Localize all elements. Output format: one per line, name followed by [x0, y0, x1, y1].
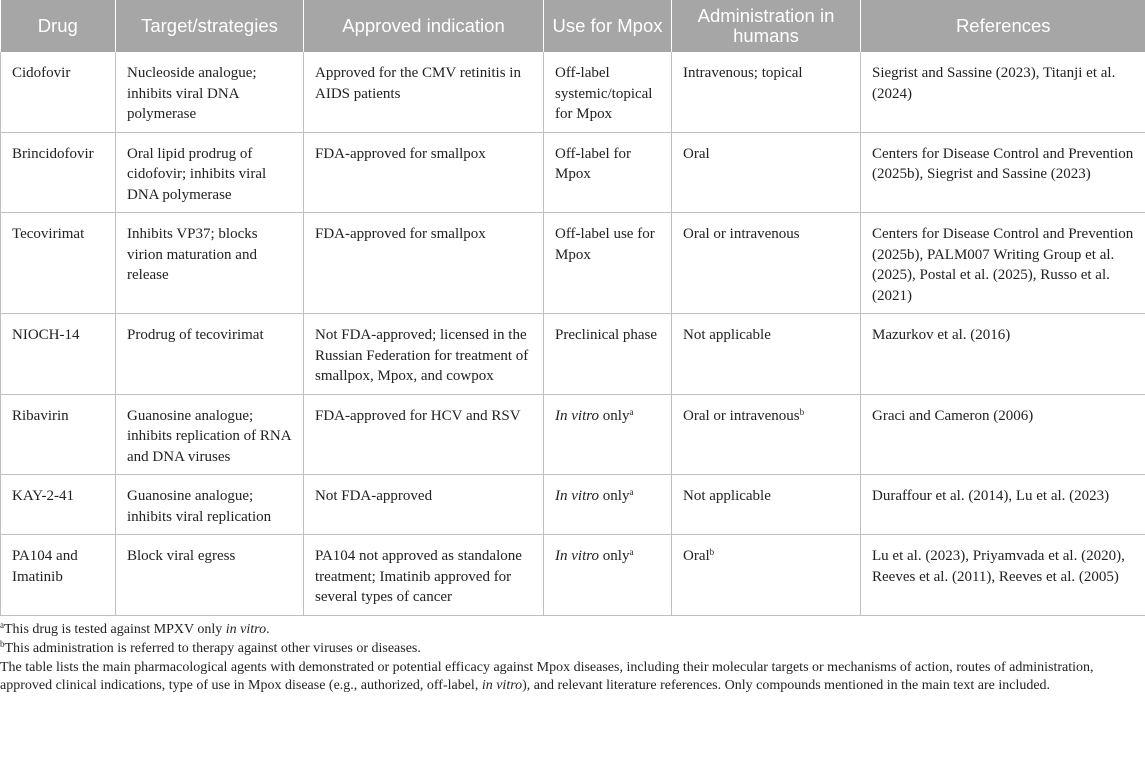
footnote-a-italic: in vitro	[225, 621, 267, 637]
header-row	[1, 0, 1145, 52]
use-rest: only	[599, 548, 630, 564]
cell-administration	[672, 394, 861, 475]
footnote-b-mark: b	[0, 638, 5, 649]
cell-indication: FDA-approved for smallpox	[304, 213, 544, 314]
header-administration: Administration in humans	[672, 0, 861, 52]
table-row	[1, 535, 1145, 616]
cell-drug: Ribavirin	[1, 394, 116, 475]
cell-indication: FDA-approved for HCV and RSV	[304, 394, 544, 475]
caption-part-1: The table lists the main pharmacological agents with demonstrated or potential efficacy against Mpox diseases, including their molecular targets or mechanisms of action, routes of administration, approved clinical indications, type of use in Mpox disease (e.g., authorized, off-label,	[0, 659, 1094, 694]
header-target: Target/strategies	[116, 0, 304, 52]
cell-administration: Oral or intravenous	[672, 213, 861, 314]
cell-drug: Brincidofovir	[1, 132, 116, 213]
cell-target: Inhibits VP37; blocks virion maturation and release	[116, 213, 304, 314]
cell-references: Centers for Disease Control and Prevention (2025b), PALM007 Writing Group et al. (2025), Postal et al. (2025), Russo et al. (2021)	[861, 213, 1145, 314]
cell-references: Siegrist and Sassine (2023), Titanji et al. (2024)	[861, 52, 1145, 132]
cell-indication: Not FDA-approved; licensed in the Russian Federation for treatment of smallpox, Mpox, and cowpox	[304, 314, 544, 395]
cell-target: Nucleoside analogue; inhibits viral DNA polymerase	[116, 52, 304, 132]
footnote-mark-b: b	[799, 406, 805, 417]
footnote-mark-a: a	[629, 406, 634, 417]
cell-use	[544, 475, 672, 535]
use-rest: only	[599, 488, 630, 504]
in-vitro-italic: In vitro	[555, 407, 600, 424]
cell-use	[544, 535, 672, 616]
cell-drug: PA104 and Imatinib	[1, 535, 116, 616]
cell-drug: Cidofovir	[1, 52, 116, 132]
in-vitro-italic: In vitro	[555, 488, 600, 504]
caption-italic: in vitro	[481, 678, 523, 694]
cell-administration: Intravenous; topical	[672, 52, 861, 132]
cell-references: Centers for Disease Control and Prevention (2025b), Siegrist and Sassine (2023)	[861, 132, 1145, 213]
header-indication: Approved indication	[304, 0, 544, 52]
header-use: Use for Mpox	[544, 0, 672, 52]
footnote-a-text: This drug is tested against MPXV only	[4, 621, 226, 637]
cell-use	[544, 394, 672, 475]
cell-use: Preclinical phase	[544, 314, 672, 395]
table-row	[1, 394, 1145, 475]
cell-administration: Oral	[672, 132, 861, 213]
cell-use: Off-label systemic/topical for Mpox	[544, 52, 672, 132]
cell-use: Off-label use for Mpox	[544, 213, 672, 314]
cell-indication: FDA-approved for smallpox	[304, 132, 544, 213]
table-caption	[0, 659, 1145, 695]
cell-administration: Not applicable	[672, 314, 861, 395]
cell-indication: PA104 not approved as standalone treatment; Imatinib approved for several types of cancer	[304, 535, 544, 616]
cell-drug: Tecovirimat	[1, 213, 116, 314]
footnote-a-end: .	[266, 621, 270, 637]
cell-drug: NIOCH-14	[1, 314, 116, 395]
caption-part-2: ), and relevant literature references. Only compounds mentioned in the main text are included.	[522, 678, 1051, 694]
footnote-mark-a: a	[629, 487, 634, 497]
cell-references: Mazurkov et al. (2016)	[861, 314, 1145, 395]
cell-indication: Approved for the CMV retinitis in AIDS patients	[304, 52, 544, 132]
cell-use: Off-label for Mpox	[544, 132, 672, 213]
table-row	[1, 52, 1145, 132]
footnote-a-mark: a	[0, 619, 4, 630]
cell-references: Duraffour et al. (2014), Lu et al. (2023)	[861, 475, 1145, 535]
cell-drug: KAY-2-41	[1, 475, 116, 535]
table-row	[1, 314, 1145, 395]
table-row	[1, 475, 1145, 535]
header-drug: Drug	[1, 0, 116, 52]
cell-indication: Not FDA-approved	[304, 475, 544, 535]
footnote-mark-a: a	[629, 547, 634, 557]
cell-target: Guanosine analogue; inhibits replication of RNA and DNA viruses	[116, 394, 304, 475]
cell-administration: Not applicable	[672, 475, 861, 535]
table-row	[1, 132, 1145, 213]
cell-administration	[672, 535, 861, 616]
in-vitro-italic: In vitro	[555, 548, 600, 564]
administration-text: Oral or intravenous	[683, 407, 800, 424]
table-notes	[0, 616, 1145, 696]
cell-references: Graci and Cameron (2006)	[861, 394, 1145, 475]
footnote-b-text: This administration is referred to therapy against other viruses or diseases.	[4, 640, 421, 656]
cell-references: Lu et al. (2023), Priyamvada et al. (2020), Reeves et al. (2011), Reeves et al. (2005)	[861, 535, 1145, 616]
cell-target: Block viral egress	[116, 535, 304, 616]
cell-target: Prodrug of tecovirimat	[116, 314, 304, 395]
cell-target: Guanosine analogue; inhibits viral replication	[116, 475, 304, 535]
administration-text: Oral	[683, 548, 710, 564]
table-row	[1, 213, 1145, 314]
use-rest: only	[599, 407, 630, 424]
header-references: References	[861, 0, 1145, 52]
cell-target: Oral lipid prodrug of cidofovir; inhibits viral DNA polymerase	[116, 132, 304, 213]
footnote-mark-b: b	[709, 547, 715, 557]
footnote-b	[0, 640, 1145, 658]
footnote-a	[0, 621, 1145, 639]
